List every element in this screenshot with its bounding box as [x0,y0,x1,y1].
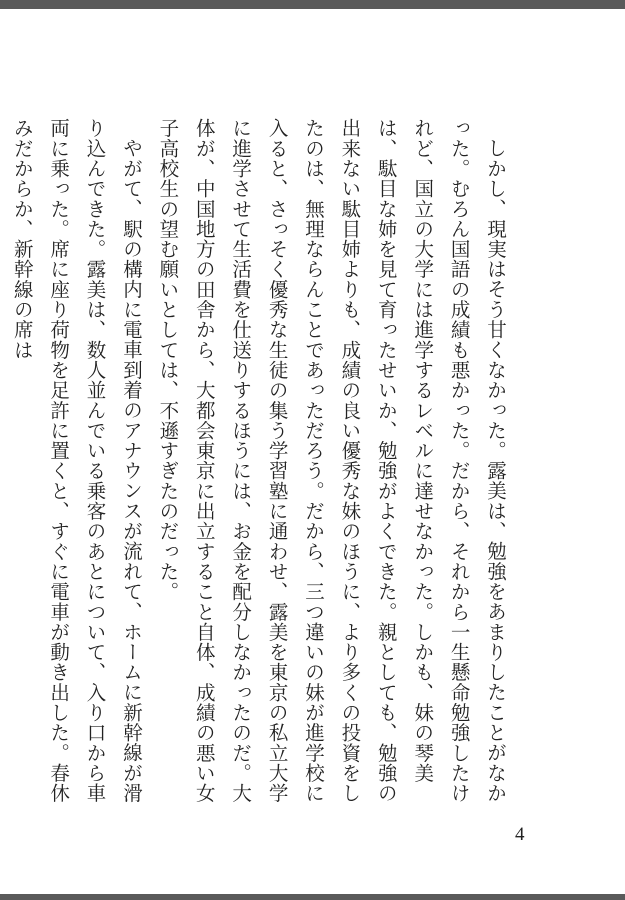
paragraph-2: やがて、駅の構内に電車到着のアナウンスが流れて、ホームに新幹線が滑り込んできた。露美は、数人並んでいる乗客のあとについて、入り口から車両に乗った。席に座り荷物を足許に置くと、すぐに電車が動き出した。春休みだからか、新幹線の席は [10,118,143,804]
top-border-bar [0,0,625,9]
page-number: 4 [515,824,525,845]
vertical-text-body [3,118,513,808]
paragraph-1: しかし、現実はそう甘くなかった。露美は、勉強をあまりしたことがなかった。むろん国語の成績も悪かった。だから、それから一生懸命勉強したけれど、国立の大学には進学するレベルに達せなかった。しかも、妹の琴美は、駄目な姉を見て育ったせいか、勉強がよくできた。親としても、勉強の出来ない駄目姉よりも、成績の良い優秀な妹のほうに、より多くの投資をしたのは、無理ならんことであっただろう。だから、三つ違いの妹が進学校に入ると、さっそく優秀な生徒の集う学習塾に通わせ、露美を東京の私立大学に進学させて生活費を仕送りするほうには、お金を配分しなかったのだ。大体が、中国地方の田舎から、大都会東京に出立すること自体、成績の悪い女子高校生の望む願いとしては、不遜すぎたのだった。 [156,118,507,804]
bottom-border-bar [0,894,625,900]
